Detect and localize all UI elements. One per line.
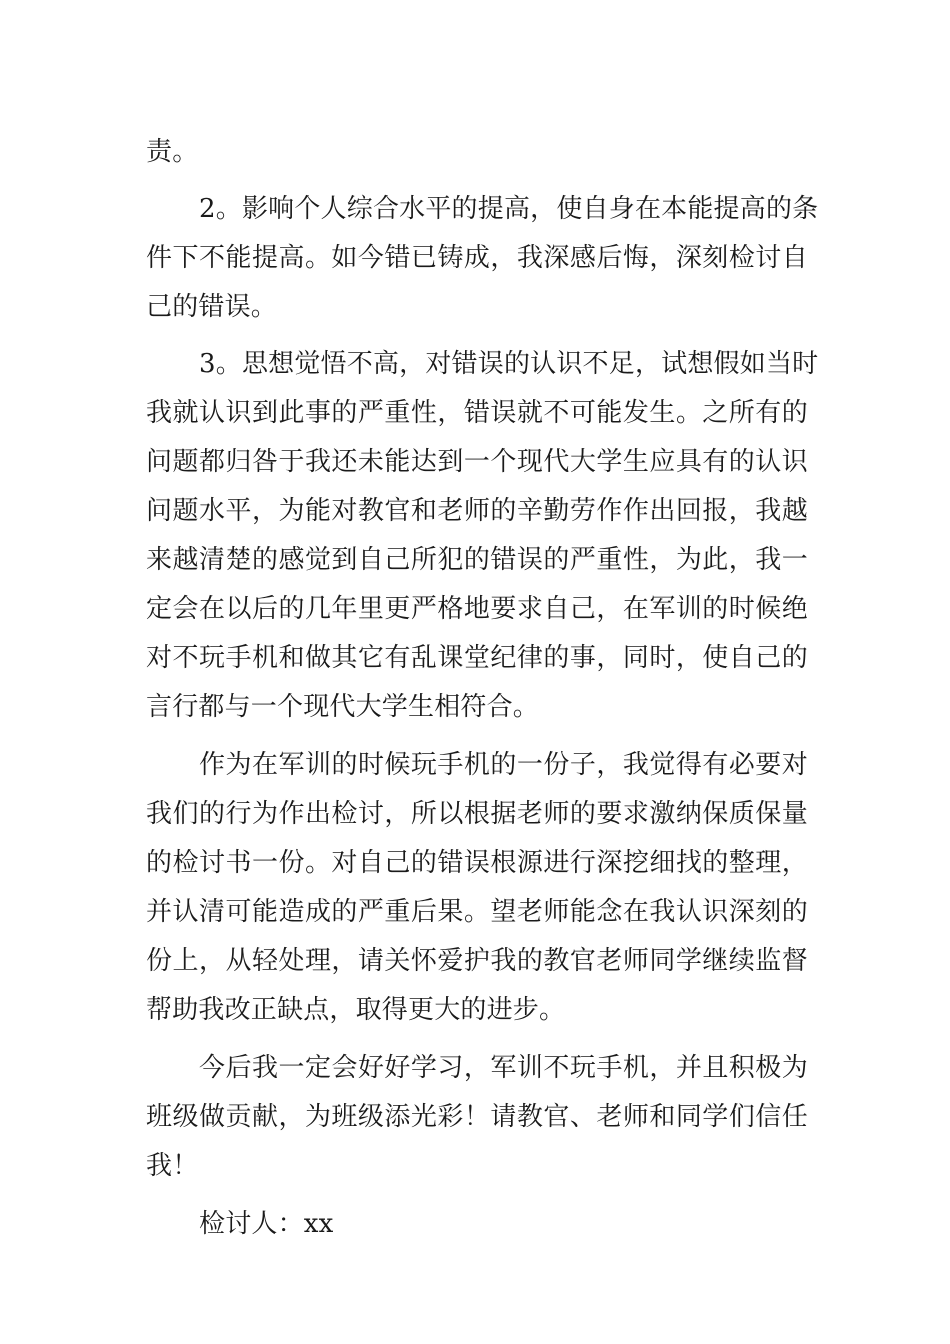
paragraph-item-2 [146, 185, 819, 332]
text-line: 作为在军训的时候玩手机的一份子，我觉得有必要对 [199, 750, 808, 780]
text-line: 的检讨书一份。对自己的错误根源进行深挖细找的整理， [146, 848, 808, 878]
paragraph-promise [146, 1044, 808, 1191]
text-line: 件下不能提高。如今错已铸成，我深感后悔，深刻检讨自 [146, 243, 808, 273]
text-line: 责。 [146, 137, 199, 167]
text-line: 问题水平，为能对教官和老师的辛勤劳作作出回报，我越 [146, 496, 808, 526]
text-line: 定会在以后的几年里更严格地要求自己，在军训的时候绝 [146, 594, 808, 624]
text-line: 班级做贡献，为班级添光彩！请教官、老师和同学们信任 [146, 1102, 808, 1132]
text-line: 我就认识到此事的严重性，错误就不可能发生。之所有的 [146, 398, 808, 428]
text-line: 问题都归咎于我还未能达到一个现代大学生应具有的认识 [146, 447, 808, 477]
paragraph-item-3 [146, 340, 819, 732]
text-line: 并认清可能造成的严重后果。望老师能念在我认识深刻的 [146, 897, 808, 927]
paragraph-continuation [146, 128, 808, 177]
text-line: 己的错误。 [146, 292, 278, 322]
text-line: 份上，从轻处理，请关怀爱护我的教官老师同学继续监督 [146, 946, 808, 976]
text-line: 今后我一定会好好学习，军训不玩手机，并且积极为 [199, 1053, 808, 1083]
text-line: 我们的行为作出检讨，所以根据老师的要求激纳保质保量 [146, 799, 808, 829]
text-line: 言行都与一个现代大学生相符合。 [146, 692, 540, 722]
text-line: 来越清楚的感觉到自己所犯的错误的严重性，为此，我一 [146, 545, 808, 575]
document-body [146, 128, 819, 1249]
text-line: 对不玩手机和做其它有乱课堂纪律的事，同时，使自己的 [146, 643, 808, 673]
text-line: 我！ [146, 1151, 199, 1181]
signature-line: 检讨人：xx [199, 1209, 334, 1239]
text-line: 帮助我改正缺点，取得更大的进步。 [146, 995, 566, 1025]
text-line: 3。思想觉悟不高，对错误的认识不足，试想假如当时 [199, 349, 819, 379]
text-line: 2。影响个人综合水平的提高，使自身在本能提高的条 [199, 194, 819, 224]
paragraph-reflection [146, 741, 808, 1035]
signature-block [146, 1200, 808, 1249]
